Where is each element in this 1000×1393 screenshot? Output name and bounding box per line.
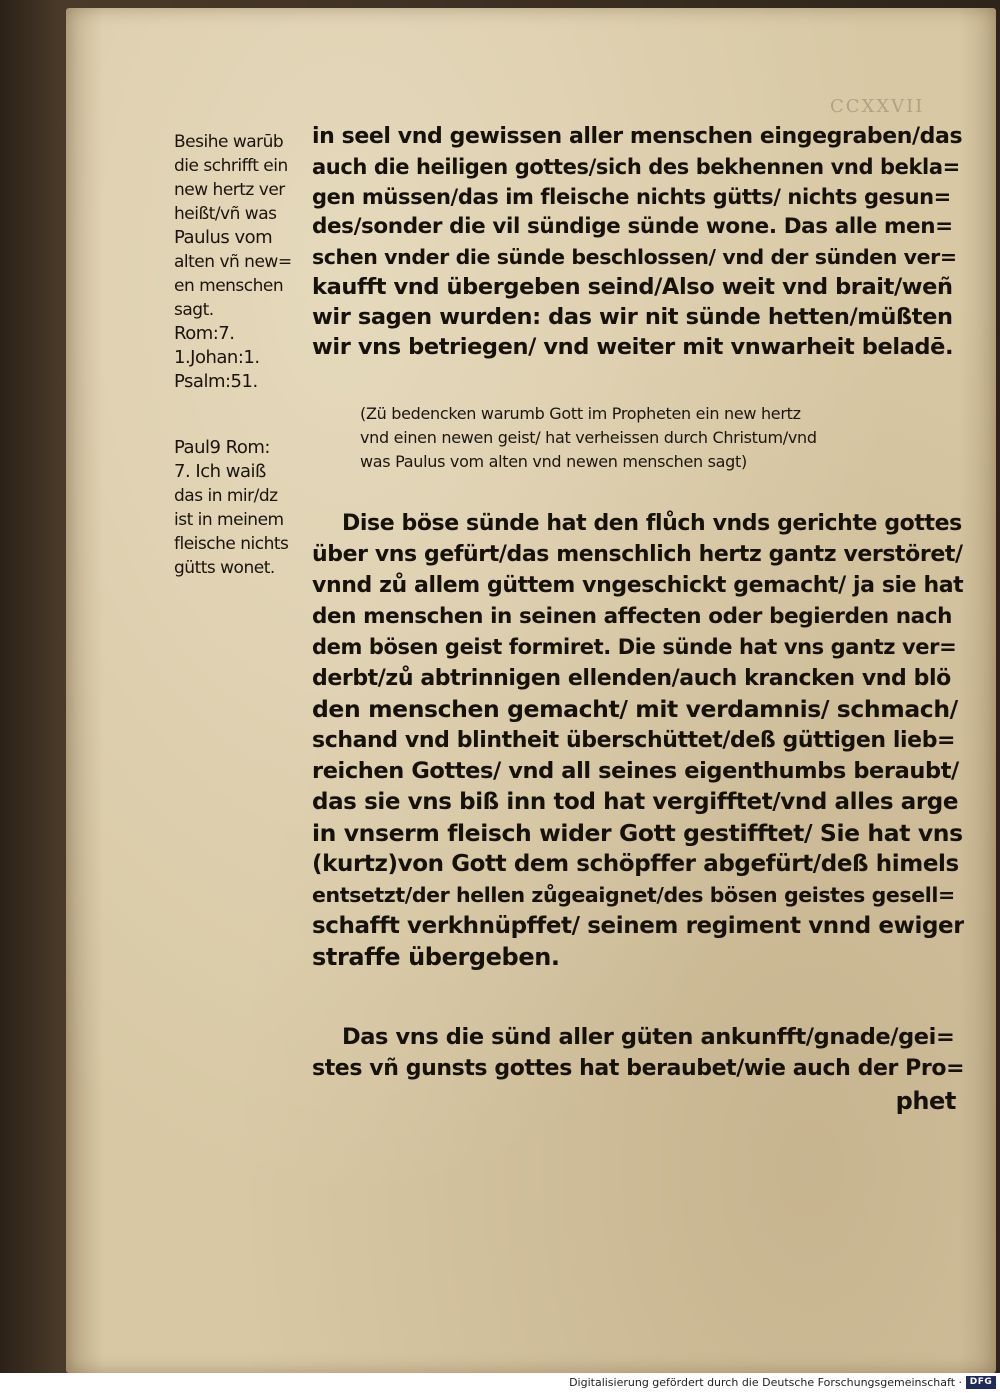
text-line: über vns gefürt/das menschlich hertz gantz verstöret/ <box>312 542 963 567</box>
footer-bar <box>0 1373 1000 1393</box>
text-line: schafft verkhnüpffet/ seinem regiment vnnd ewiger <box>312 913 964 939</box>
text-line: schand vnd blintheit überschüttet/deß güttigen lieb= <box>312 728 956 753</box>
text-line: den menschen in seinen affecten oder begierden nach <box>312 604 953 629</box>
margin-note-line: gütts wonet. <box>174 558 275 578</box>
margin-note-1 <box>174 130 316 394</box>
margin-note-line: Besihe warūb <box>174 132 284 152</box>
text-line: das sie vns biß inn tod hat vergifftet/vnd alles arge <box>312 789 959 815</box>
margin-note-line: heißt/vñ was <box>174 204 277 224</box>
margin-note-line: das in mir/dz <box>174 486 278 506</box>
catchword: phet <box>895 1087 956 1115</box>
margin-note-line: alten vñ new= <box>174 252 292 272</box>
margin-note-line: en menschen <box>174 276 284 296</box>
margin-note-line: Paul9 Rom: <box>174 437 270 458</box>
text-line: dem bösen geist formiret. Die sünde hat vns gantz ver= <box>312 635 957 659</box>
margin-note-line: 1.Johan:1. <box>174 347 260 368</box>
margin-note-line: new hertz ver <box>174 180 285 200</box>
margin-note-line: Psalm:51. <box>174 371 258 392</box>
margin-note-line: sagt. <box>174 300 214 320</box>
text-line: straffe übergeben. <box>312 943 560 971</box>
margin-note-line: ist in meinem <box>174 510 284 530</box>
text-line: stes vñ gunsts gottes hat beraubet/wie auch der Pro= <box>312 1056 964 1081</box>
text-line: (kurtz)von Gott dem schöpffer abgefürt/deß himels <box>312 851 959 877</box>
margin-note-line: Rom:7. <box>174 323 235 344</box>
text-line: kaufft vnd übergeben seind/Also weit vnd brait/weñ <box>312 274 953 300</box>
text-line: wir sagen wurden: das wir nit sünde hetten/müßten <box>312 304 953 330</box>
main-paragraph-3 <box>312 1021 964 1117</box>
main-paragraph-1 <box>312 122 964 362</box>
text-line: wir vns betriegen/ vnd weiter mit vnwarheit beladē. <box>312 334 954 360</box>
margin-note-line: 7. Ich waiß <box>174 461 266 482</box>
note-line: vnd einen newen geist/ hat verheissen durch Christum/vnd <box>360 428 817 447</box>
parenthetical-note <box>360 402 960 474</box>
text-line: derbt/zů abtrinnigen ellenden/auch krancken vnd blö <box>312 666 951 691</box>
text-line: in seel vnd gewissen aller menschen eingegraben/das <box>312 124 963 149</box>
text-line: vnnd zů allem güttem vngeschickt gemacht/ ja sie hat <box>312 573 964 598</box>
footer-credit: Digitalisierung gefördert durch die Deutsche Forschungsgemeinschaft · <box>569 1376 962 1389</box>
margin-note-line: Paulus vom <box>174 227 273 248</box>
text-line: des/sonder die vil sündige sünde wone. Das alle men= <box>312 214 953 239</box>
text-line: auch die heiligen gottes/sich des bekhennen vnd bekla= <box>312 155 960 179</box>
margin-note-2 <box>174 436 316 580</box>
margin-note-line: fleische nichts <box>174 534 289 554</box>
note-line: (Zü bedencken warumb Gott im Propheten ein new hertz <box>360 404 801 423</box>
dfg-logo-icon: DFG <box>966 1376 996 1389</box>
text-line: Das vns die sünd aller güten ankunfft/gnade/gei= <box>342 1024 955 1050</box>
text-line: reichen Gottes/ vnd all seines eigenthumbs beraubt/ <box>312 758 959 784</box>
page-header-number: CCXXVII <box>830 96 925 117</box>
note-line: was Paulus vom alten vnd newen menschen sagt) <box>360 452 747 471</box>
text-line: gen müssen/das im fleische nichts gütts/ nichts gesun= <box>312 185 951 209</box>
margin-note-line: die schrifft ein <box>174 156 288 176</box>
text-line: entsetzt/der hellen zůgeaignet/des bösen geistes gesell= <box>312 883 955 907</box>
text-line: den menschen gemacht/ mit verdamnis/ schmach/ <box>312 695 958 723</box>
text-line: schen vnder die sünde beschlossen/ vnd der sünden ver= <box>312 245 957 269</box>
main-paragraph-2 <box>312 508 964 973</box>
text-line: Dise böse sünde hat den flůch vnds gerichte gottes <box>342 511 962 536</box>
text-line: in vnserm fleisch wider Gott gestifftet/ Sie hat vns <box>312 819 963 847</box>
